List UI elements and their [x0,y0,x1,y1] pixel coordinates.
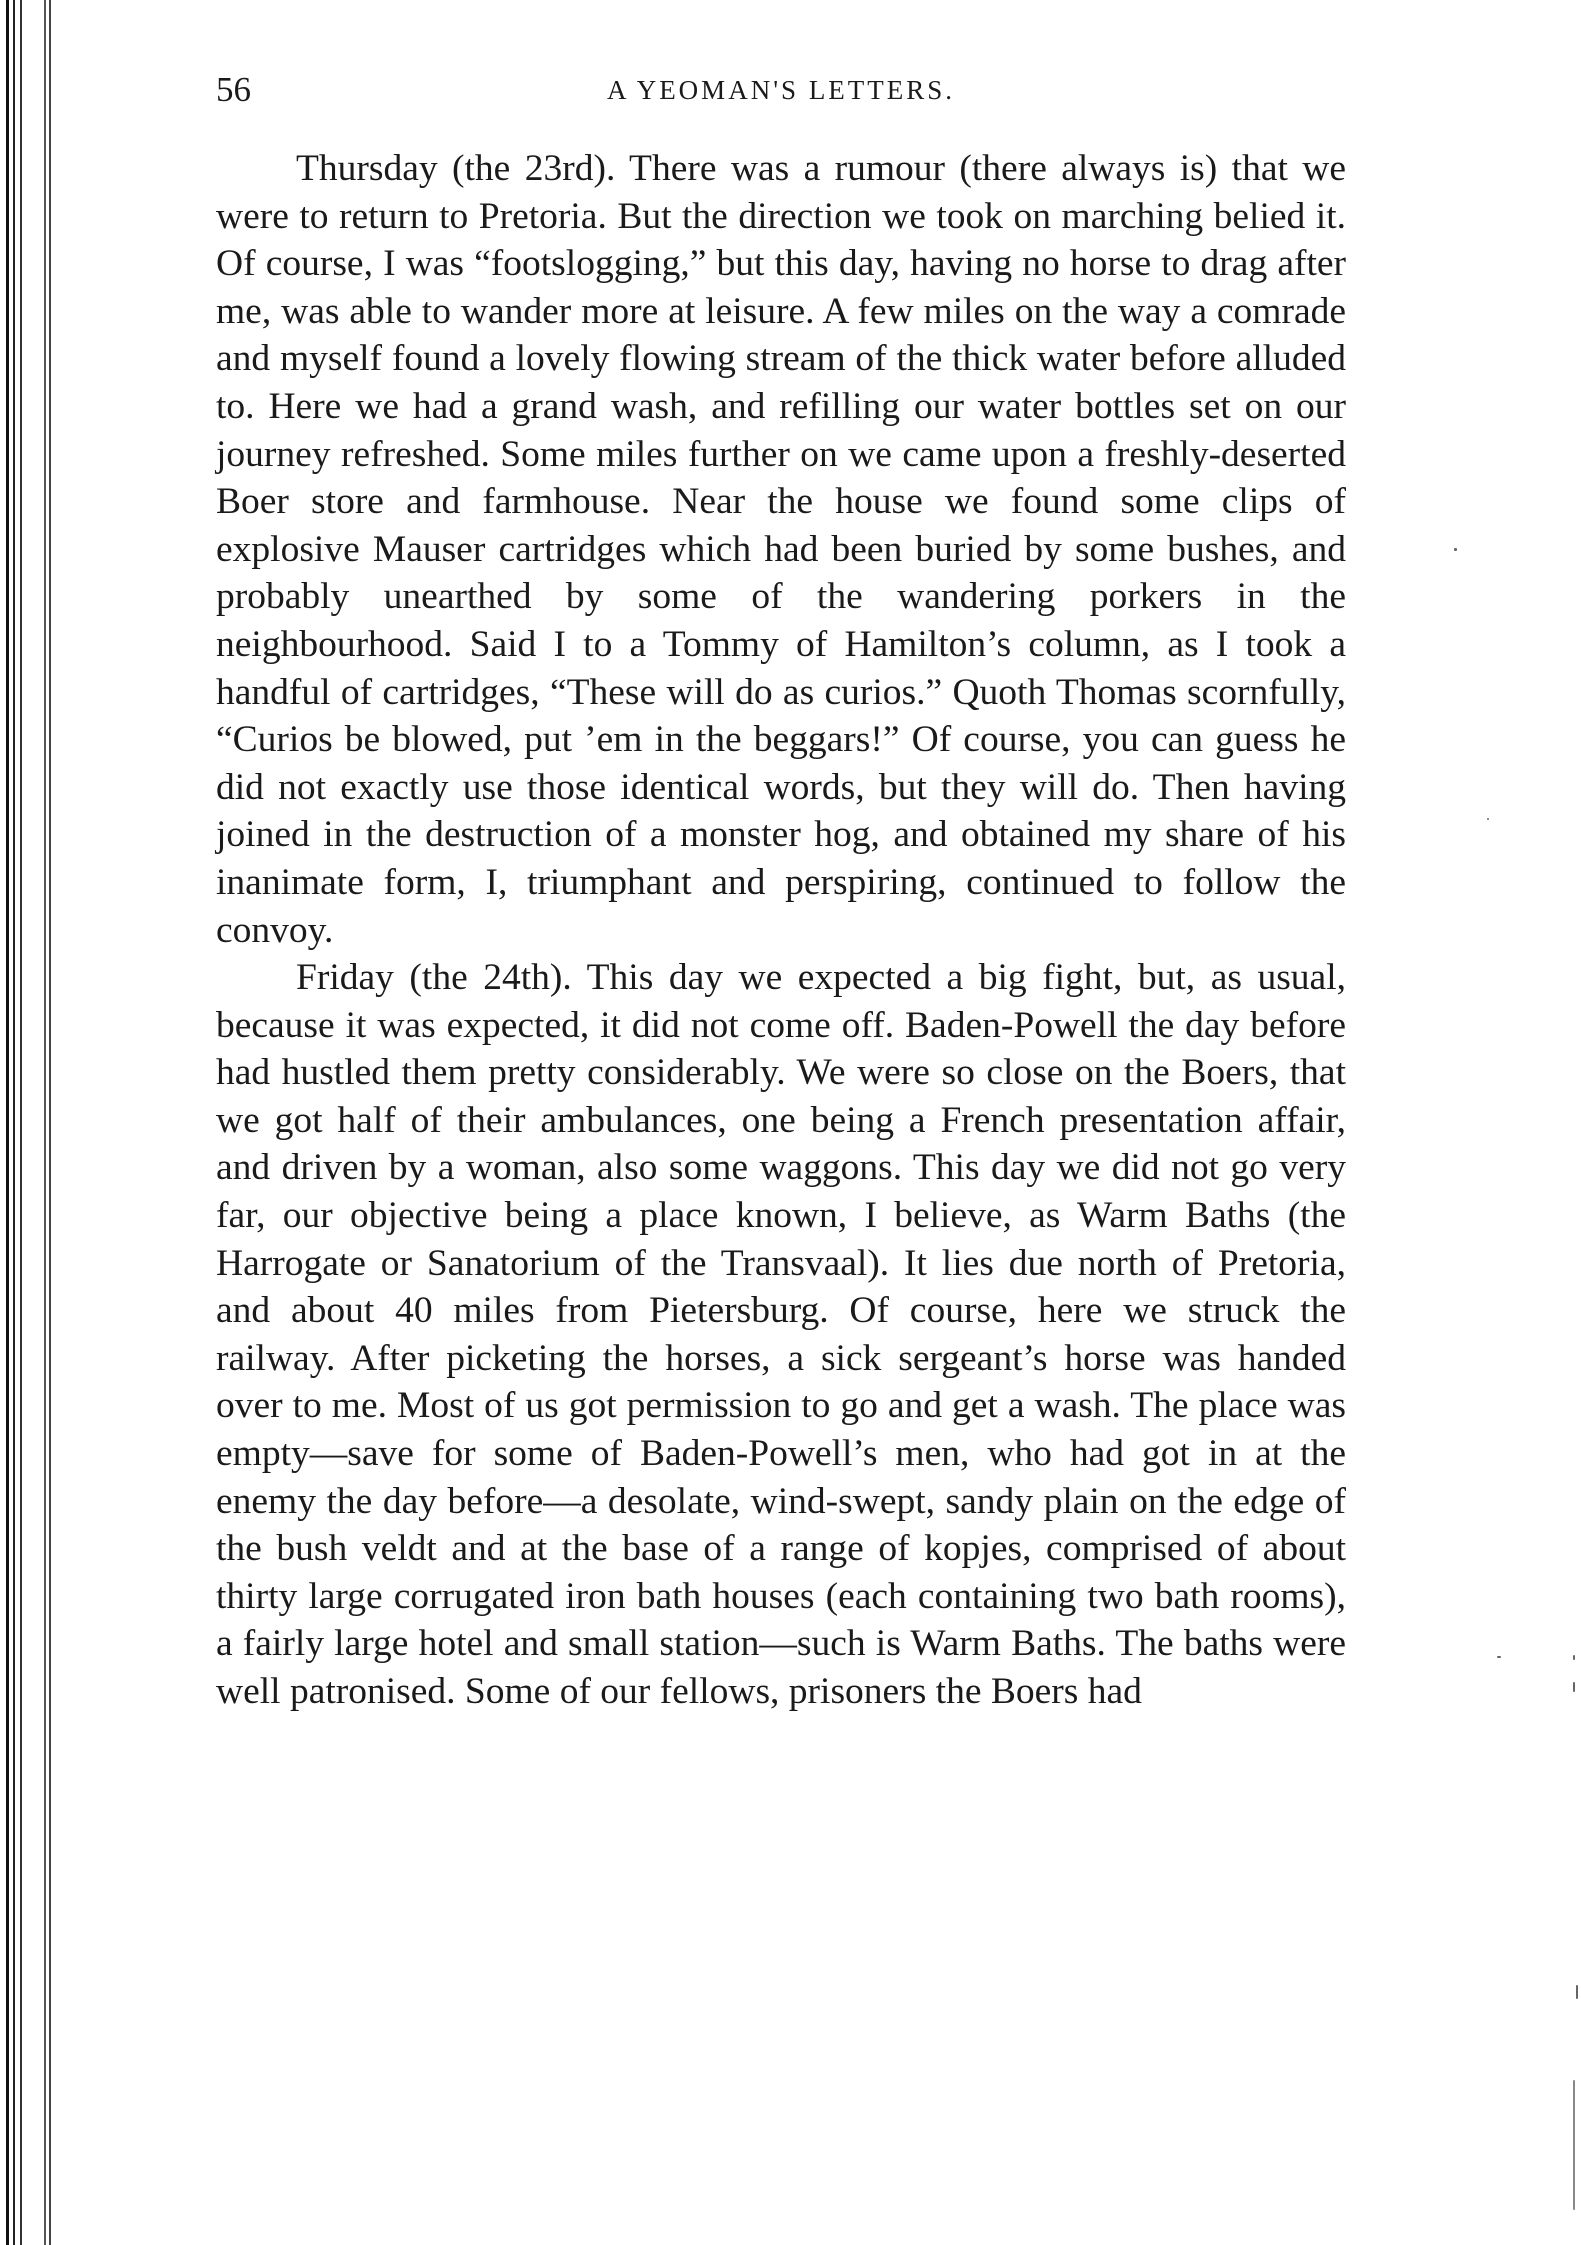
body-text [216,145,1346,1716]
scan-speck [1573,1655,1575,1660]
scan-speck [1497,1656,1501,1658]
running-title: A YEOMAN'S LETTERS. [606,75,956,105]
scan-speck [1573,1682,1575,1692]
scan-speck [1487,818,1489,820]
page-header [216,60,1346,120]
paragraph-thursday: Thursday (the 23rd). There was a rumour (there always is) that we were to return to Pretoria. But the direction we took on marching belied it. Of course, I was “footslogging,” but this day, having no horse to drag after me, was able to wander more at leisure. A few miles on the way a comrade and myself found a lovely flowing stream of the thick water before alluded to. Here we had a grand wash, and refilling our water bottles set on our journey refreshed. Some miles further on we came upon a freshly-deserted Boer store and farmhouse. Near the house we found some clips of explosive Mauser cartridges which had been buried by some bushes, and probably unearthed by some of the wandering porkers in the neighbourhood. Said I to a Tommy of Hamilton’s column, as I took a handful of cartridges, “These will do as curios.” Quoth Thomas scornfully, “Curios be blowed, put ’em in the beggars!” Of course, you can guess he did not exactly use those identical words, but they will do. Then having joined in the destruction of a monster hog, and obtained my share of his inanimate form, I, triumphant and perspiring, continued to follow the convoy. [216,148,1346,951]
book-binding-edge [0,0,62,2245]
scan-speck [1454,548,1457,551]
scan-speck [1576,1985,1578,1999]
scan-speck [1573,2080,1575,2210]
page-number: 56 [216,70,251,109]
paragraph-friday: Friday (the 24th). This day we expected a big fight, but, as usual, because it was expected, it did not come off. Baden-Powell the day before had hustled them pretty considerably. We were so close on the Boers, that we got half of their ambulances, one being a French presentation affair, and driven by a woman, also some waggons. This day we did not go very far, our objective being a place known, I believe, as Warm Baths (the Harrogate or Sanatorium of the Transvaal). It lies due north of Pretoria, and about 40 miles from Pietersburg. Of course, here we struck the railway. After picketing the horses, a sick sergeant’s horse was handed over to me. Most of us got permission to go and get a wash. The place was empty—save for some of Baden-Powell’s men, who had got in at the enemy the day before—a desolate, wind-swept, sandy plain on the edge of the bush veldt and at the base of a range of kopjes, comprised of about thirty large corrugated iron bath houses (each containing two bath rooms), a fairly large hotel and small station—such is Warm Baths. The baths were well patronised. Some of our fellows, prisoners the Boers had [216,957,1346,1712]
